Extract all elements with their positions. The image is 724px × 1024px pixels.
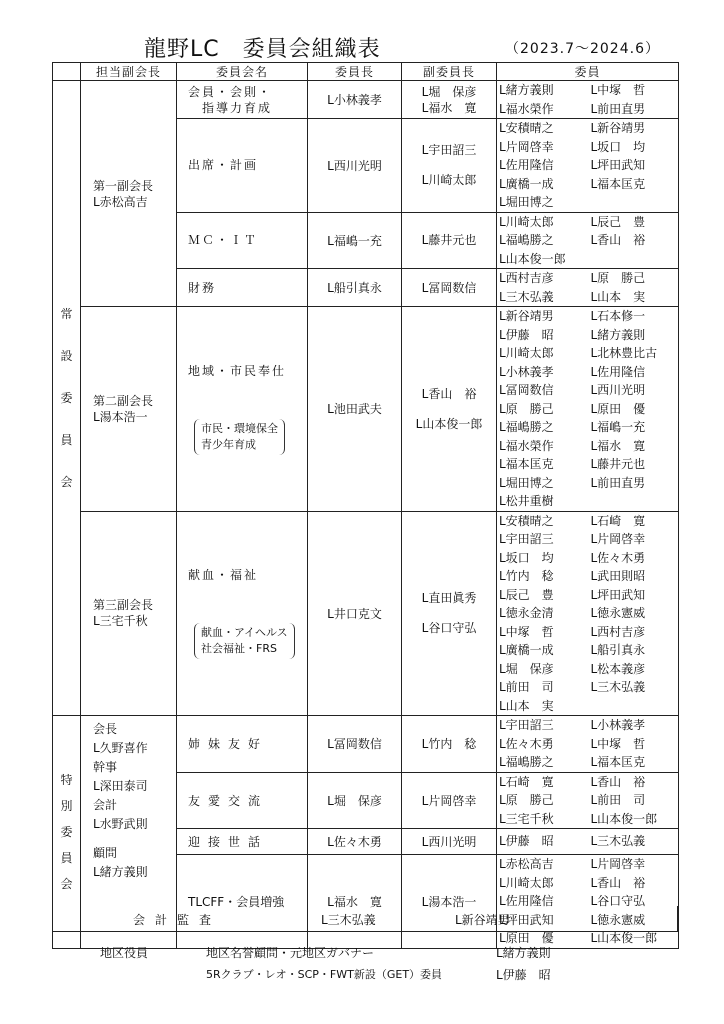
member-list — [499, 512, 676, 716]
member-name: L伊藤 昭 — [499, 834, 554, 849]
officer-entry: 顧問 — [93, 846, 118, 860]
committee-chair: L堀 保彦 — [308, 772, 402, 829]
member-name: L香山 裕 — [590, 875, 646, 890]
officer-entry: L深田泰司 — [93, 779, 148, 793]
member-name: L廣橋一成 — [499, 176, 554, 191]
vice-president — [81, 81, 177, 307]
member-name: L竹内 稔 — [499, 569, 554, 583]
committee-vice-chairs — [402, 269, 497, 307]
member-name: L原田 優 — [499, 931, 554, 945]
district-label: 地区役員 — [100, 946, 149, 960]
committee-name — [177, 716, 308, 773]
member-name: L安積晴之 — [499, 513, 554, 528]
auditor-label: 会計監査 — [133, 913, 222, 927]
officer-entry: 幹事 — [93, 760, 118, 774]
header-vp: 担当副会長 — [81, 63, 177, 81]
vice-chair-name-line: L川崎太郎 — [421, 173, 477, 188]
vp-name — [93, 178, 173, 210]
vice-chair-name-line: L直田眞秀 — [421, 591, 477, 606]
member-name: L福嶋勝之 — [499, 233, 554, 247]
committee-name — [177, 119, 308, 213]
vice-chair-name-line: L福水 寛 — [421, 100, 477, 115]
committee-title — [180, 157, 304, 173]
member-list — [499, 81, 676, 118]
committee-row — [53, 81, 679, 119]
member-name: L原田 優 — [590, 401, 646, 416]
officer-entry: 会計 — [93, 798, 118, 812]
vp-name-line: 第三副会長 — [93, 598, 154, 613]
member-name — [591, 193, 677, 212]
member-name: L中塚 哲 — [590, 736, 646, 751]
member-list — [499, 855, 676, 948]
committee-title-text: 友愛交流 — [188, 793, 269, 808]
vice-chair-name-line — [405, 402, 493, 416]
member-name: L佐用隆信 — [499, 158, 554, 172]
member-name: L徳永憲威 — [590, 606, 646, 620]
category-char: 特 — [60, 772, 73, 787]
officer-entry: L緒方義則 — [93, 865, 148, 879]
member-name: L緒方義則 — [499, 83, 554, 97]
member-name: L新谷靖男 — [590, 121, 646, 135]
committee-title-text-line: 指導力育成 — [188, 100, 273, 115]
member-name: L前田直男 — [590, 475, 646, 490]
category-char: 別 — [60, 798, 73, 813]
committee-chair: L佐々木勇 — [308, 829, 402, 855]
member-name: L徳永憲威 — [590, 912, 646, 927]
member-name: L石崎 寛 — [499, 774, 554, 789]
committee-table — [52, 62, 679, 949]
member-name: L前田 司 — [499, 680, 554, 694]
member-name: L香山 裕 — [590, 233, 646, 247]
member-name: L山本 実 — [499, 698, 554, 713]
committee-title-text — [188, 567, 304, 583]
member-name: L松井重樹 — [499, 494, 554, 508]
category-char: 常 — [60, 307, 73, 321]
vice-chair-name-line: L谷口守弘 — [421, 621, 477, 636]
member-name: L赤松高吉 — [499, 857, 554, 871]
committee-subtopics — [194, 419, 285, 455]
member-name: L福水榮作 — [499, 438, 554, 453]
member-name: L三木弘義 — [499, 289, 554, 304]
committee-chair: L井口克文 — [308, 511, 402, 716]
vice-chair-name-line: L宇田詔三 — [421, 143, 477, 158]
member-name: L山本俊一郎 — [499, 251, 566, 266]
committee-name — [177, 855, 308, 949]
member-name: L宇田詔三 — [499, 532, 554, 546]
vice-chair-name-line: L藤井元也 — [421, 233, 477, 248]
vice-chair-name-line: L山本俊一郎 — [415, 416, 483, 431]
vp-name-line: L三宅千秋 — [93, 614, 148, 629]
member-name: L藤井元也 — [590, 457, 646, 471]
member-name: L原 勝己 — [499, 401, 554, 416]
committee-members — [497, 772, 679, 829]
member-name: L中塚 哲 — [499, 624, 554, 639]
committee-title-text — [188, 363, 304, 379]
member-name: L武田則昭 — [590, 569, 646, 583]
committee-chair: L福嶋一充 — [308, 212, 402, 269]
member-name — [591, 492, 677, 511]
vp-name-line: L赤松高吉 — [93, 194, 148, 209]
member-name: L福本匡克 — [590, 176, 646, 191]
member-name: L福水 寛 — [590, 438, 646, 453]
committee-members — [497, 212, 679, 269]
committee-vice-chairs — [402, 81, 497, 119]
committee-title-text-line: 財務 — [188, 280, 217, 295]
committee-title-text: TLCFF・会員増強 — [188, 894, 285, 909]
member-name — [591, 250, 677, 269]
header-members: 委員 — [497, 63, 679, 81]
committee-row — [53, 307, 679, 512]
district-name-2: L伊藤 昭 — [496, 968, 551, 982]
member-name: L三木弘義 — [590, 834, 646, 849]
member-name: L坂口 均 — [499, 550, 554, 565]
member-name: L小林義孝 — [590, 718, 646, 732]
committee-vice-chairs — [402, 307, 497, 512]
member-name: L原 勝己 — [499, 793, 554, 807]
committee-chair: L福水 寛 — [308, 855, 402, 949]
header-blank — [53, 63, 81, 81]
committee-subtopics — [194, 623, 295, 659]
member-name: L福嶋勝之 — [499, 755, 554, 769]
member-name: L山本俊一郎 — [590, 931, 658, 945]
member-name: L片岡啓幸 — [590, 857, 646, 871]
member-name: L川崎太郎 — [499, 875, 554, 890]
vice-chair-name-line — [405, 606, 493, 620]
member-name: L坪田武知 — [499, 912, 554, 927]
committee-vice-chair: L湯本浩一 — [402, 855, 497, 949]
committee-name — [177, 212, 308, 269]
vp-name-line: L湯本浩一 — [93, 409, 148, 424]
member-name: L冨岡数信 — [499, 383, 554, 397]
header-vice: 副委員長 — [402, 63, 497, 81]
committee-title — [180, 232, 304, 248]
member-name: L宇田詔三 — [499, 718, 554, 732]
member-name — [591, 697, 677, 716]
committee-vice-chairs — [402, 119, 497, 213]
vice-president — [81, 511, 177, 716]
vp-name-line: 第二副会長 — [93, 393, 154, 408]
committee-title-text: 姉妹友好 — [188, 737, 269, 752]
committee-members — [497, 81, 679, 119]
officer-entry — [93, 834, 173, 844]
committee-title — [180, 280, 304, 296]
member-name: L船引真永 — [590, 643, 646, 657]
member-name: L福水榮作 — [499, 101, 554, 116]
committee-members — [497, 511, 679, 716]
committee-title-text — [188, 280, 304, 296]
member-name: L伊藤 昭 — [499, 327, 554, 342]
member-name: L前田直男 — [590, 101, 646, 116]
committee-vice-chair: L西川光明 — [402, 829, 497, 855]
category-char: 委 — [60, 391, 73, 405]
member-name: L西村吉彦 — [590, 624, 646, 639]
member-name: L堀田博之 — [499, 475, 554, 490]
member-name: L佐用隆信 — [499, 894, 554, 908]
district-name-1: L緒方義則 — [496, 946, 551, 960]
subtopic-text — [201, 421, 278, 453]
committee-title-text — [188, 157, 304, 173]
subtopic-text-line: 社会福祉・FRS — [201, 642, 277, 656]
vp-name — [93, 597, 173, 629]
member-list — [499, 269, 676, 306]
committee-members — [497, 716, 679, 773]
subtopic-text-line: 市民・環境保全 — [201, 421, 278, 435]
member-list — [499, 213, 676, 269]
member-name: L緒方義則 — [590, 327, 646, 342]
member-name: L片岡啓幸 — [499, 139, 554, 154]
auditor-row — [52, 906, 678, 932]
officer-entry: L水野武則 — [93, 817, 148, 831]
member-name: L前田 司 — [590, 793, 646, 807]
member-name: L佐々木勇 — [499, 736, 554, 751]
member-name: L西村吉彦 — [499, 271, 554, 285]
member-name: L新谷靖男 — [499, 309, 554, 323]
member-name: L徳永金清 — [499, 606, 554, 620]
member-list — [499, 773, 676, 829]
member-name: L福本匡克 — [590, 755, 646, 769]
committee-title-text-line: 地域・市民奉仕 — [188, 363, 287, 378]
committee-name — [177, 511, 308, 716]
vice-chair-name — [405, 590, 493, 636]
member-name: L川崎太郎 — [499, 214, 554, 229]
member-list — [499, 119, 676, 212]
auditor-name-1: L三木弘義 — [321, 913, 376, 927]
district-role-2: 5Rクラブ・レオ・SCP・FWT新設（GET）委員 — [206, 968, 443, 981]
member-name: L安積晴之 — [499, 121, 554, 135]
category-char: 会 — [60, 475, 73, 489]
member-name: L川崎太郎 — [499, 346, 554, 360]
committee-title-text-line: 会員・会則・ — [188, 84, 273, 99]
member-name: L佐々木勇 — [590, 550, 646, 565]
member-name: L山本 実 — [590, 289, 646, 304]
member-list — [499, 832, 676, 851]
officer-entry: L久野喜作 — [93, 741, 148, 755]
category-char: 会 — [60, 876, 73, 891]
vice-chair-name-line — [405, 158, 493, 172]
vp-name — [93, 393, 173, 425]
member-name: L中塚 哲 — [590, 83, 646, 97]
vice-chair-name-line: L香山 裕 — [421, 386, 477, 401]
member-name: L辰己 豊 — [499, 587, 554, 602]
vice-chair-name — [405, 280, 493, 296]
category-standing — [53, 81, 81, 716]
committee-title-text-line: 献血・福祉 — [188, 568, 259, 583]
subtopic-text-line: 青少年育成 — [201, 437, 256, 451]
member-name: L堀田博之 — [499, 195, 554, 209]
member-name: L香山 裕 — [590, 774, 646, 789]
category-char: 員 — [60, 433, 73, 447]
vice-chair-name — [405, 386, 493, 432]
header-committee: 委員会名 — [177, 63, 308, 81]
committee-vice-chairs — [402, 212, 497, 269]
committee-name — [177, 81, 308, 119]
district-role-1: 地区名誉顧問・元地区ガバナー — [206, 946, 375, 960]
committee-chair: L船引真永 — [308, 269, 402, 307]
subtopic-text — [201, 625, 288, 657]
committee-chair: L西川光明 — [308, 119, 402, 213]
committee-name — [177, 307, 308, 512]
member-list — [499, 307, 676, 511]
vp-name-line: 第一副会長 — [93, 178, 154, 193]
category-char: 員 — [60, 850, 73, 865]
committee-members — [497, 269, 679, 307]
vice-chair-name — [405, 232, 493, 248]
committee-name — [177, 269, 308, 307]
member-name: L松本義彦 — [590, 661, 646, 676]
member-name: L谷口守弘 — [590, 894, 646, 908]
member-name: L石崎 寛 — [590, 513, 646, 528]
committee-title-text: 迎接世話 — [188, 835, 269, 849]
subtopic-text-line: 献血・アイヘルス — [201, 626, 288, 640]
member-name: L坪田武知 — [590, 587, 646, 602]
member-name: L福嶋一充 — [590, 420, 646, 434]
page-title: 龍野LC 委員会組織表 — [144, 37, 381, 62]
committee-title-text — [188, 84, 304, 116]
committee-chair: L池田武夫 — [308, 307, 402, 512]
member-name: L三宅千秋 — [499, 811, 554, 826]
header-chair: 委員長 — [308, 63, 402, 81]
committee-vice-chairs — [402, 511, 497, 716]
committee-title — [180, 363, 304, 379]
member-name: L福嶋勝之 — [499, 420, 554, 434]
member-list — [499, 716, 676, 772]
committee-chair: L小林義孝 — [308, 81, 402, 119]
committee-title-text-line: ＭＣ・ＩＴ — [188, 233, 259, 248]
member-name: L西川光明 — [590, 383, 646, 397]
member-name: L佐用隆信 — [590, 364, 646, 379]
committee-vice-chair: L竹内 稔 — [402, 716, 497, 773]
header-row — [53, 63, 679, 81]
member-name: L堀 保彦 — [499, 661, 554, 676]
auditor-name-2: L新谷靖男 — [455, 913, 510, 927]
committee-title — [180, 84, 304, 116]
committee-name — [177, 829, 308, 855]
committee-row — [53, 511, 679, 716]
committee-members — [497, 855, 679, 949]
member-name: L福本匡克 — [499, 457, 554, 471]
member-name: L坪田武知 — [590, 158, 646, 172]
member-name: L片岡啓幸 — [590, 532, 646, 546]
special-committee-row — [53, 716, 679, 773]
committee-chair: L冨岡数信 — [308, 716, 402, 773]
member-name: L山本俊一郎 — [590, 811, 658, 826]
vice-chair-name-line: L堀 保彦 — [421, 84, 477, 99]
committee-members — [497, 829, 679, 855]
committee-title — [180, 567, 304, 583]
committee-members — [497, 119, 679, 213]
committee-name — [177, 772, 308, 829]
member-name: L北林豊比古 — [590, 346, 658, 360]
member-name: L坂口 均 — [590, 139, 646, 154]
member-name: L廣橋一成 — [499, 643, 554, 657]
vice-president — [81, 307, 177, 512]
category-char: 委 — [60, 824, 73, 839]
committee-vice-chair: L片岡啓幸 — [402, 772, 497, 829]
committee-members — [497, 307, 679, 512]
committee-title-text-line: 出席・計画 — [188, 158, 259, 173]
committee-title-text — [188, 232, 304, 248]
member-name: L辰己 豊 — [590, 214, 646, 229]
vice-chair-name — [405, 84, 493, 116]
term-period: （2023.7～2024.6） — [505, 41, 660, 57]
officer-entry: 会長 — [93, 722, 118, 736]
member-name: L三木弘義 — [590, 680, 646, 694]
member-name: L小林義孝 — [499, 364, 554, 379]
member-name: L石本修一 — [590, 309, 646, 323]
vice-chair-name — [405, 142, 493, 188]
category-char: 設 — [60, 349, 73, 363]
member-name: L原 勝己 — [590, 271, 646, 285]
vice-chair-name-line: L冨岡数信 — [421, 280, 477, 295]
